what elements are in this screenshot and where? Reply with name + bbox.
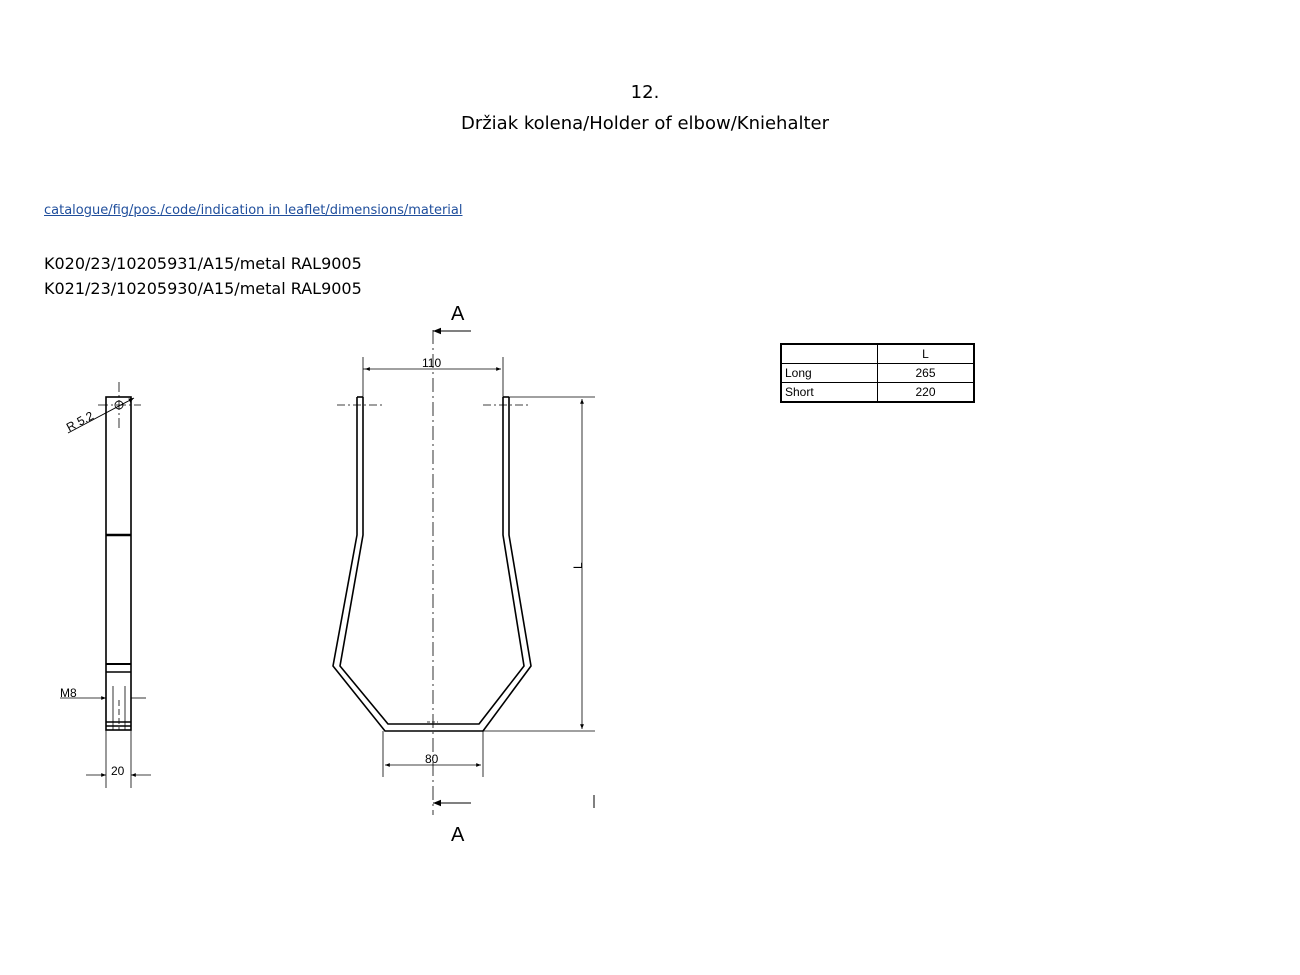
side-view xyxy=(60,382,151,788)
table-header-row xyxy=(781,344,974,364)
radius-label: R 5.2 xyxy=(63,408,96,435)
table-header-cell: L xyxy=(878,344,975,364)
table-row xyxy=(781,383,974,403)
bottom-width-label: 80 xyxy=(425,752,439,766)
side-width-label: 20 xyxy=(111,764,125,778)
table-cell: 265 xyxy=(878,364,975,383)
front-view xyxy=(333,330,595,815)
table-cell: 220 xyxy=(878,383,975,403)
side-bar-outline xyxy=(106,397,131,730)
length-label: L xyxy=(571,562,585,569)
section-label-top: A xyxy=(451,303,465,325)
product-code-line: K020/23/10205931/A15/metal RAL9005 xyxy=(44,254,362,273)
dimension-table xyxy=(780,343,975,403)
product-code-line: K021/23/10205930/A15/metal RAL9005 xyxy=(44,279,362,298)
table-cell: Long xyxy=(781,364,878,383)
top-width-label: 110 xyxy=(422,356,442,370)
drawing-number: 12. xyxy=(630,82,660,103)
catalogue-legend-link[interactable]: catalogue/fig/pos./code/indication in leaflet/dimensions/material xyxy=(44,203,463,218)
section-label-bottom: A xyxy=(451,824,465,846)
table-cell: Short xyxy=(781,383,878,403)
table-row xyxy=(781,364,974,383)
thread-label: M8 xyxy=(60,686,77,700)
table-header-cell xyxy=(781,344,878,364)
drawing-title: Držiak kolena/Holder of elbow/Kniehalter xyxy=(460,113,830,134)
holder-inner-contour xyxy=(340,397,524,724)
